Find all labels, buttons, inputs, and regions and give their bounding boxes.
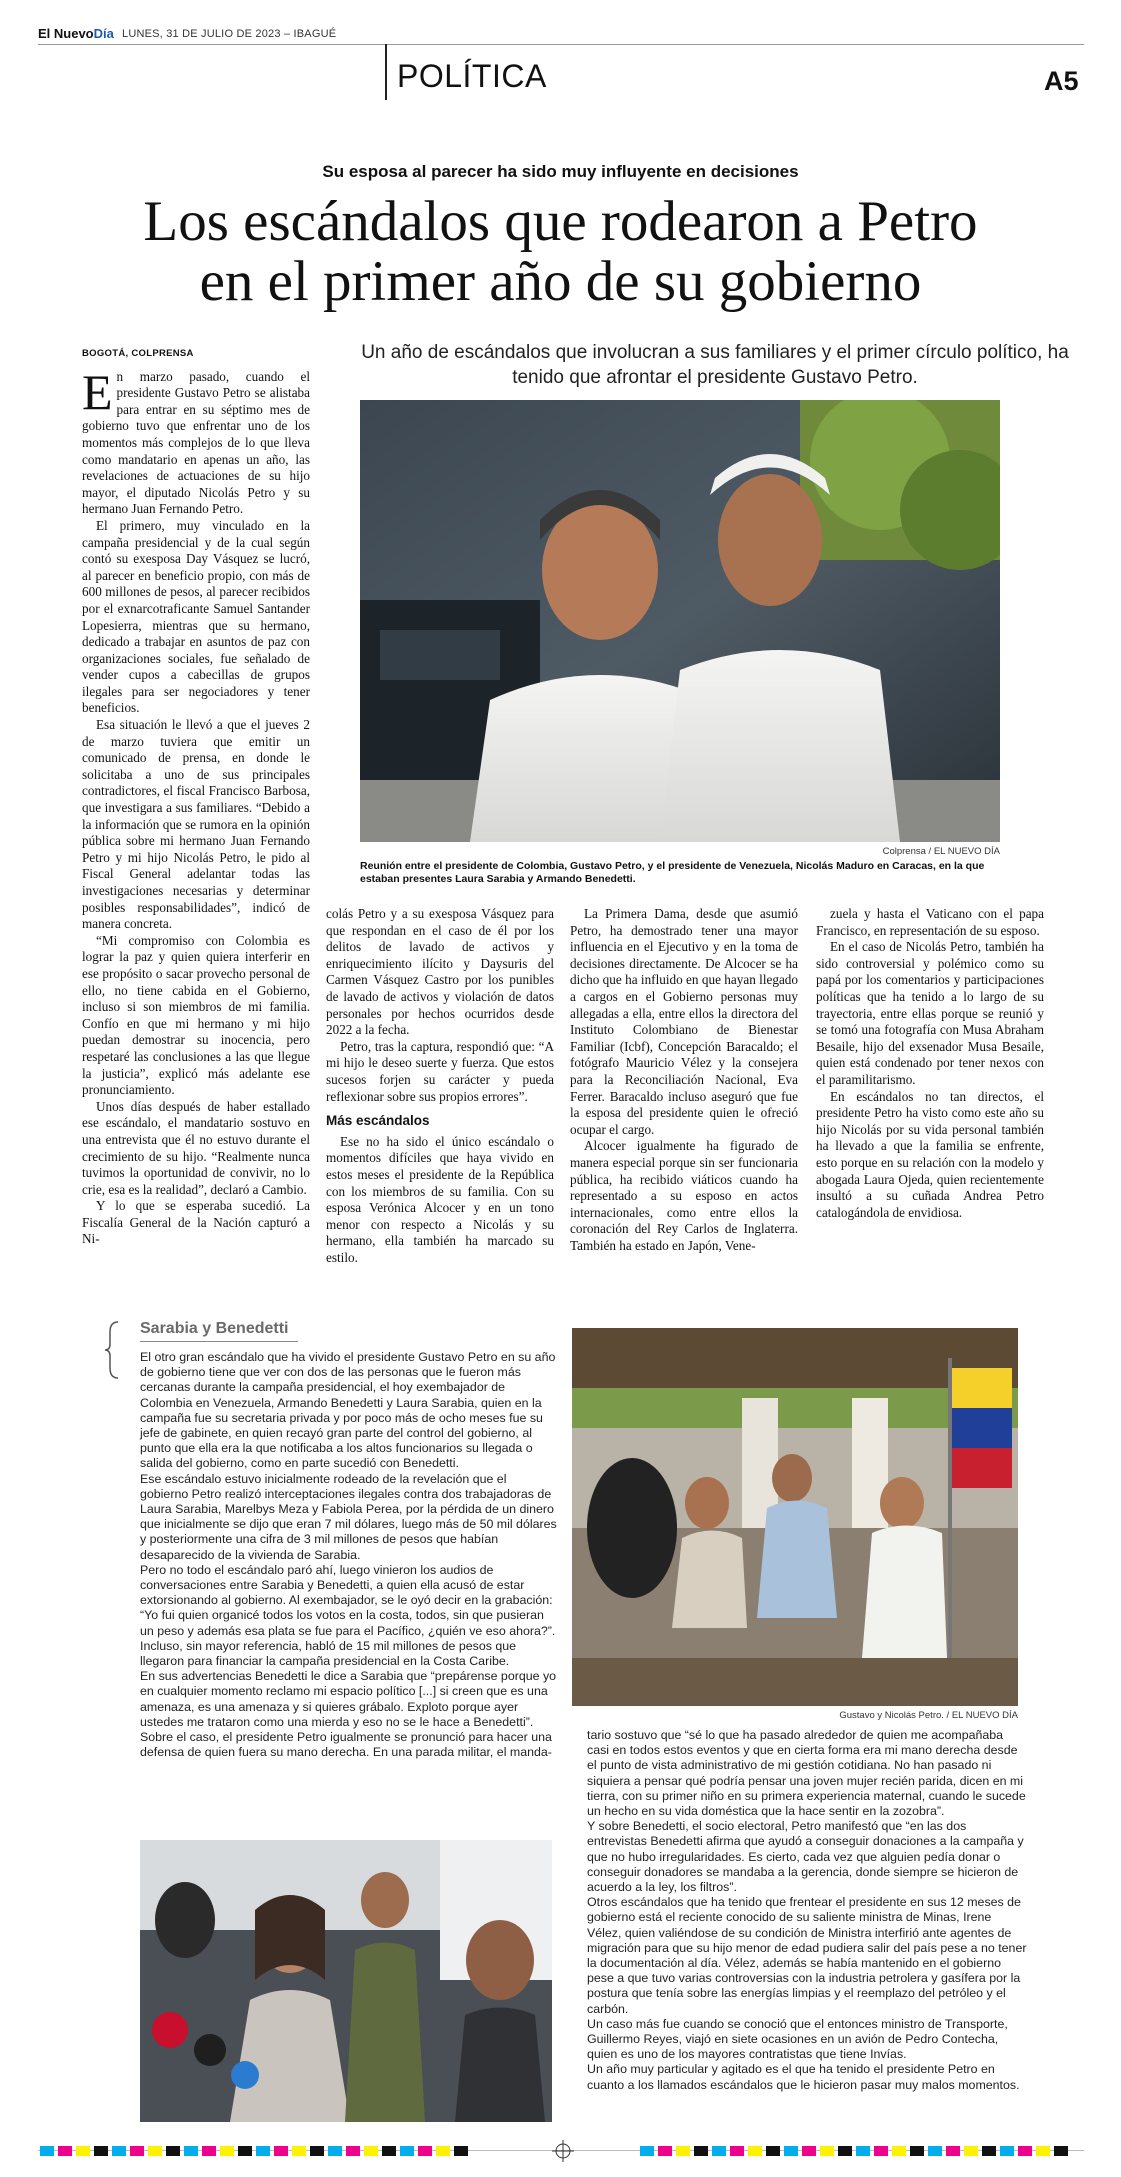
paragraph: Alcocer igualmente ha figurado de manera especial porque sin ser funcionaria pública, ha recibido viáticos cuando ha representado a su esposo en actos internacionales, como entre ellos la coronación del Rey Carlos de Inglaterra. También ha estado en Japón, Vene-: [570, 1138, 798, 1253]
column-2b-text: [326, 1134, 554, 1267]
color-swatch: [748, 2146, 762, 2156]
color-swatch: [838, 2146, 852, 2156]
column-2-text: [326, 906, 554, 1105]
color-swatch: [292, 2146, 306, 2156]
masthead-logo: El NuevoDía: [38, 26, 114, 41]
photo-petro-nicolas: [360, 400, 1000, 842]
paragraph: “Mi compromiso con Colombia es lograr la paz y quien quiera interferir en ese propósito o sacar provecho personal de ello, no tiene cabida en el Gobierno, incluso si son miembros de mi familia. Confío en que mi hermano y mi hijo puedan demostrar su inocencia, pero respetaré las conclusiones a las que llegue la justicia”, explicó más adelante ese pronunciamiento.: [82, 932, 310, 1098]
article-column-3: [570, 906, 798, 1254]
column-1-text: [82, 363, 310, 1248]
section-title: POLÍTICA: [397, 58, 547, 94]
color-swatch: [874, 2146, 888, 2156]
color-swatch: [982, 2146, 996, 2156]
color-swatch: [964, 2146, 978, 2156]
header-rule: [38, 44, 1084, 45]
registration-mark-icon: [552, 2140, 574, 2162]
color-swatch: [202, 2146, 216, 2156]
color-swatch: [238, 2146, 252, 2156]
color-swatch: [58, 2146, 72, 2156]
sidebar-right-text: [587, 1728, 1027, 2093]
paragraph: En marzo pasado, cuando el presidente Gustavo Petro se alistaba para entrar en su séptimo mes de gobierno tuvo que enfrentar uno de los momentos más complejos de lo que lleva como mandatario en apenas un año, las revelaciones de actuaciones de su hijo mayor, el diputado Nicolás Petro y su hermano Juan Fernando Petro.: [82, 363, 310, 517]
color-swatch: [676, 2146, 690, 2156]
color-swatch: [910, 2146, 924, 2156]
paragraph: zuela y hasta el Vaticano con el papa Francisco, en representación de su esposo.: [816, 906, 1044, 938]
color-swatch: [418, 2146, 432, 2156]
color-swatch: [94, 2146, 108, 2156]
paragraph: En escándalos no tan directos, el presidente Petro ha visto como este año su hijo Nicolás por su vida personal también ha llevado a que la familia se enfrente, esto porque en su relación con la modelo y abogada Laura Ojeda, quien recientemente insultó a su cuñada Andrea Petro catalogándola de envidiosa.: [816, 1088, 1044, 1220]
photo-gustavo-nicolas: [572, 1328, 1018, 1706]
color-swatch: [640, 2146, 654, 2156]
photo-1-credit: Colprensa / EL NUEVO DÍA: [882, 846, 1000, 857]
photo-sarabia-press-illustration: [140, 1840, 552, 2122]
article-column-4: [816, 906, 1044, 1221]
color-swatch: [946, 2146, 960, 2156]
page-number: A5: [1044, 66, 1079, 96]
standfirst: Un año de escándalos que involucran a sus familiares y el primer círculo político, ha tenido que afrontar el presidente Gustavo Petro.: [361, 342, 1069, 388]
photo-2-credit: Gustavo y Nicolás Petro. / EL NUEVO DÍA: [839, 1710, 1018, 1721]
sidebar-paragraph: Un año muy particular y agitado es el que ha tenido el presidente Petro en cuanto a los llamados escándalos que le hicieron pasar muy malos momentos.: [587, 2062, 1020, 2092]
column-3-text: [570, 906, 798, 1254]
column-4-text: [816, 906, 1044, 1221]
section-divider: [385, 44, 387, 100]
color-swatch: [1018, 2146, 1032, 2156]
sidebar-column-right: [587, 1728, 1027, 2093]
photo-gustavo-nicolas-illustration: [572, 1328, 1018, 1706]
photo-1-caption: Reunión entre el presidente de Colombia, Gustavo Petro, y el presidente de Venezuela, Nicolás Maduro en Caracas, en la que estaban presentes Laura Sarabia y Armando Benedetti.: [360, 860, 985, 885]
headline-line-1: Los escándalos que rodearon a Petro: [143, 190, 978, 253]
color-swatch: [856, 2146, 870, 2156]
color-swatch: [220, 2146, 234, 2156]
sidebar-paragraph: Un caso más fue cuando se conoció que el entonces ministro de Transporte, Guillermo Reyes, viajó en siete ocasiones en un avión de Pedro Contecha, quien es uno de los mayores contratistas que tiene Invías.: [587, 2016, 1008, 2062]
color-swatch: [364, 2146, 378, 2156]
color-swatch: [400, 2146, 414, 2156]
sidebar-paragraph: Sobre el caso, el presidente Petro igualmente se pronunció para hacer una defensa de quien fuera su mano derecha. En una parada militar, el manda-: [140, 1730, 552, 1760]
color-swatch: [310, 2146, 324, 2156]
article-column-1: [82, 346, 310, 1248]
drop-cap: E: [82, 363, 113, 420]
sidebar-column-left: [140, 1350, 558, 1760]
article-column-2: [326, 906, 554, 1266]
byline: BOGOTÁ, COLPRENSA: [82, 348, 194, 359]
color-swatch: [184, 2146, 198, 2156]
paragraph: Unos días después de haber estallado ese escándalo, el mandatario sostuvo en una entrevista que él no estuvo durante el crecimiento de su hijo. “Realmente nunca tuvimos la oportunidad de convivir, no lo crie, esa es la realidad”, declaró a Cambio.: [82, 1098, 310, 1197]
dateline: LUNES, 31 DE JULIO DE 2023 – IBAGUÉ: [122, 28, 337, 40]
color-swatch: [892, 2146, 906, 2156]
color-swatch: [130, 2146, 144, 2156]
color-swatch: [1036, 2146, 1050, 2156]
sidebar-title: Sarabia y Benedetti: [140, 1320, 289, 1337]
color-swatch: [40, 2146, 54, 2156]
color-swatch: [112, 2146, 126, 2156]
registration-colorbar-right: [640, 2146, 1080, 2156]
sidebar-bracket-icon: [104, 1320, 122, 1380]
sidebar-paragraph: Pero no todo el escándalo paró ahí, luego vinieron los audios de conversaciones entre Sarabia y Benedetti, a quien ella acusó de estar extorsionando al gobierno. Al exembajador, se le oyó decir en la grabación: “Yo fui quien organicé todos los votos en la costa, todos, sin que pusieran un peso y además esa plata se fue para el Pacífico, ¿quién ve eso ahora?”. Incluso, sin mayor referencia, habló de 15 mil millones de pesos que llegaron para financiar la campaña presidencial en la Costa Caribe.: [140, 1562, 556, 1669]
paragraph: El primero, muy vinculado en la campaña presidencial y de la cual según contó su exesposa Day Vásquez se lucró, al parecer en beneficio propio, con más de 600 millones de pesos, al parecer recibidos por el exnarcotraficante Samuel Santander Lopesierra, mientras que su hermano, dedicado a trabajar en asuntos de paz con organizaciones sociales, fue señalado de vender cupos a cabecillas de grupos ilegales para ser negociadores y tener beneficios.: [82, 517, 310, 716]
color-swatch: [256, 2146, 270, 2156]
sidebar-left-text: [140, 1350, 558, 1760]
color-swatch: [658, 2146, 672, 2156]
color-swatch: [76, 2146, 90, 2156]
color-swatch: [1000, 2146, 1014, 2156]
sidebar-paragraph: En sus advertencias Benedetti le dice a Sarabia que “prepárense porque yo en cualquier momento reclamo mi espacio político [...] si creen que es una amenaza, es una amenaza y si quieres grábalo. Exploto porque ayer ustedes me trataron como una mierda y eso no se le hace a Benedetti”.: [140, 1669, 557, 1729]
color-swatch: [382, 2146, 396, 2156]
headline: [40, 192, 1081, 312]
photo-petro-nicolas-illustration: [360, 400, 1000, 842]
sidebar-title-rule: [140, 1341, 298, 1342]
color-swatch: [730, 2146, 744, 2156]
sidebar-paragraph: El otro gran escándalo que ha vivido el presidente Gustavo Petro en su año de gobierno tiene que ver con dos de las personas que le fueron más cercanas durante la campaña presidencial, el hoy exembajador de Colombia en Venezuela, Armando Benedetti y Laura Sarabia, quien en la campaña fue su secretaria privada y por poco más de ocho meses fue su jefe de gabinete, en quien recayó gran parte del control del gobierno, al punto que ella era la que notificaba a los altos funcionarios su llegada o salida del gobierno, como en parte sucedió con Benedetti.: [140, 1350, 556, 1471]
photo-sarabia-press: [140, 1840, 552, 2122]
subhead: Más escándalos: [326, 1113, 430, 1129]
color-swatch: [928, 2146, 942, 2156]
sidebar-paragraph: Y sobre Benedetti, el socio electoral, Petro manifestó que “en las dos entrevistas Benedetti afirma que ayudó a conseguir donaciones a la campaña y que no hubo irregularidades. Es cierto, cada vez que alguien pedía donar o conseguir donadores se mandaba a la gerencia, donde siempre se hicieron de acuerdo a la ley, los filtros”.: [587, 1819, 1024, 1895]
registration-colorbar-left: [40, 2146, 480, 2156]
color-swatch: [694, 2146, 708, 2156]
paragraph: Y lo que se esperaba sucedió. La Fiscalía General de la Nación capturó a Ni-: [82, 1198, 310, 1247]
color-swatch: [346, 2146, 360, 2156]
color-swatch: [454, 2146, 468, 2156]
color-swatch: [712, 2146, 726, 2156]
color-swatch: [784, 2146, 798, 2156]
color-swatch: [802, 2146, 816, 2156]
color-swatch: [436, 2146, 450, 2156]
color-swatch: [1054, 2146, 1068, 2156]
paragraph: Ese no ha sido el único escándalo o momentos difíciles que haya vivido en estos meses el presidente de la República con los miembros de su familia. Con su esposa Verónica Alcocer y en un tono menor con respecto a Nicolás y su hermano, ella también ha marcado su estilo.: [326, 1133, 554, 1265]
paragraph: Esa situación le llevó a que el jueves 2 de marzo tuviera que emitir un comunicado de prensa, en donde le solicitaba a uno de sus principales contradictores, el fiscal Francisco Barbosa, que investigara a sus familiares. “Debido a la información que se rumora en la opinión pública sobre mi hermano Juan Fernando Petro y mi hijo Nicolás Petro, le pido al Fiscal General adelantar todas las investigaciones necesarias y determinar posibles responsabilidades”, indicó de manera concreta.: [82, 717, 310, 932]
sidebar-paragraph: tario sostuvo que “sé lo que ha pasado alrededor de quien me acompañaba casi en todos estos eventos y que en cierta forma era mi mano derecha desde el punto de vista administrativo de mi gestión cotidiana. No han pasado ni siquiera a pensar qué podría pensar una joven mujer recién parida, dicen en mi tierra, con su primer niño en su primera experiencia maternal, cuando le sucede un hecho en su vida doméstica que la hace sentir en la zozobra”.: [587, 1728, 1026, 1819]
paragraph: La Primera Dama, desde que asumió Petro, ha demostrado tener una mayor influencia en el Ejecutivo y en la toma de decisiones directamente. De Alcocer se ha dicho que ha influido en que hayan llegado a cargos en el Gobierno personas muy allegadas a ella, entre ellos la directora del Instituto Colombiano de Bienestar Familiar (Icbf), Concepción Baracaldo; el fotógrafo Mauricio Vélez y la consejera para la Reconciliación Nacional, Eva Ferrer. Baracaldo incluso aseguró que fue la esposa del presidente quien le ofreció ocupar el cargo.: [570, 906, 798, 1137]
headline-line-2: en el primer año de su gobierno: [199, 250, 922, 313]
color-swatch: [766, 2146, 780, 2156]
sidebar-paragraph: Otros escándalos que ha tenido que frentear el presidente en sus 12 meses de gobierno está el reciente conocido de su saliente ministra de Minas, Irene Vélez, quien valiéndose de su condición de Ministra interfirió ante agentes de migración para que su hijo menor de edad pudiera salir del país pese a no tener la documentación al día. Vélez, además se había mantenido en el gobierno pese a que tuvo varias controversias con la industria petrolera y gasífera por la postura que tenía sobre las energías limpias y el reemplazo del petróleo y el carbón.: [587, 1895, 1027, 2016]
color-swatch: [274, 2146, 288, 2156]
color-swatch: [148, 2146, 162, 2156]
color-swatch: [328, 2146, 342, 2156]
paragraph: En el caso de Nicolás Petro, también ha sido controversial y polémico como su papá por los comentarios y participaciones políticas que ha tenido a lo largo de su trayectoria, entre ellas porque se reunió y se tomó una fotografía con Musa Abraham Besaile, hijo del exsenador Musa Besaile, quien está condenado por tener nexos con el paramilitarismo.: [816, 939, 1044, 1087]
color-swatch: [166, 2146, 180, 2156]
color-swatch: [820, 2146, 834, 2156]
sidebar-paragraph: Ese escándalo estuvo inicialmente rodeado de la revelación que el gobierno Petro realizó interceptaciones ilegales contra dos trabajadoras de Laura Sarabia, Marelbys Meza y Fabiola Perea, por la pérdida de un dinero que inicialmente se dijo que eran 7 mil dólares, luego más de 50 mil dólares y posteriormente una cifra de 3 mil millones de pesos que habían desaparecido de la vivienda de Sarabia.: [140, 1471, 557, 1562]
paragraph: Petro, tras la captura, respondió que: “A mi hijo le deseo suerte y fuerza. Que estos sucesos forjen su carácter y pueda reflexionar sobre sus propios errores”.: [326, 1038, 554, 1104]
kicker: Su esposa al parecer ha sido muy influyente en decisiones: [322, 162, 799, 181]
paragraph: colás Petro y a su exesposa Vásquez para que respondan en el caso de él por los delitos de lavado de activos y enriquecimiento ilícito y Daysuris del Carmen Vásquez Castro por los punibles de lavado de activos y violación de datos personales por hechos ocurridos desde 2022 a la fecha.: [326, 906, 554, 1038]
